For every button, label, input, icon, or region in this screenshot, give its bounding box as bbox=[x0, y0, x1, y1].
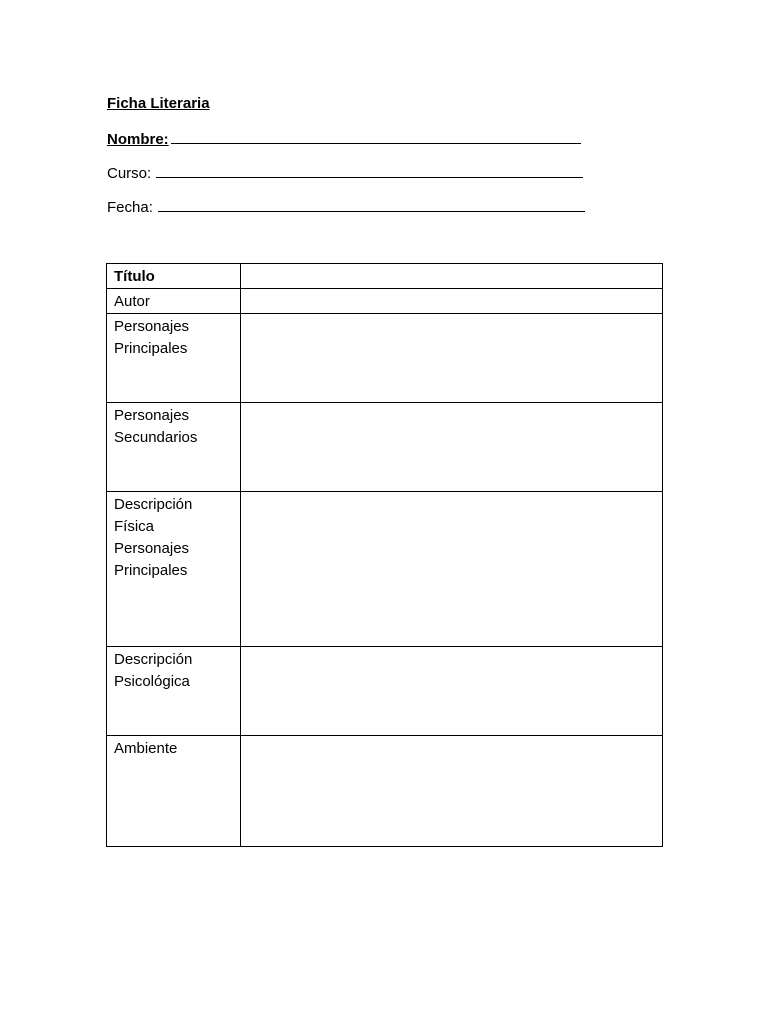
table-row-descripcion-fisica bbox=[107, 492, 663, 647]
nombre-label: Nombre: bbox=[107, 131, 169, 148]
curso-field[interactable] bbox=[156, 163, 583, 178]
fecha-field[interactable] bbox=[158, 197, 585, 212]
row-label-titulo: Título bbox=[107, 264, 241, 289]
table-row-personajes-principales bbox=[107, 314, 663, 403]
row-value-ambiente[interactable] bbox=[241, 736, 663, 847]
nombre-field[interactable] bbox=[171, 129, 581, 144]
curso-label: Curso: bbox=[107, 165, 152, 182]
row-label-personajes-secundarios: Personajes Secundarios bbox=[107, 403, 241, 492]
table-row-personajes-secundarios bbox=[107, 403, 663, 492]
row-label-descripcion-fisica: Descripción Física Personajes Principales bbox=[107, 492, 241, 647]
table-row-titulo bbox=[107, 264, 663, 289]
ficha-table bbox=[106, 263, 663, 847]
row-value-personajes-secundarios[interactable] bbox=[241, 403, 663, 492]
fecha-label: Fecha: bbox=[107, 199, 153, 216]
row-value-personajes-principales[interactable] bbox=[241, 314, 663, 403]
row-value-titulo[interactable] bbox=[241, 264, 663, 289]
table-row-descripcion-psicologica bbox=[107, 647, 663, 736]
row-label-ambiente: Ambiente bbox=[107, 736, 241, 847]
fecha-row bbox=[107, 197, 585, 217]
row-value-descripcion-fisica[interactable] bbox=[241, 492, 663, 647]
document-title: Ficha Literaria bbox=[107, 95, 210, 112]
table-row-autor bbox=[107, 289, 663, 314]
row-value-descripcion-psicologica[interactable] bbox=[241, 647, 663, 736]
row-label-descripcion-psicologica: Descripción Psicológica bbox=[107, 647, 241, 736]
table-row-ambiente bbox=[107, 736, 663, 847]
curso-row bbox=[107, 163, 583, 183]
row-value-autor[interactable] bbox=[241, 289, 663, 314]
nombre-row bbox=[107, 129, 581, 149]
row-label-autor: Autor bbox=[107, 289, 241, 314]
row-label-personajes-principales: Personajes Principales bbox=[107, 314, 241, 403]
